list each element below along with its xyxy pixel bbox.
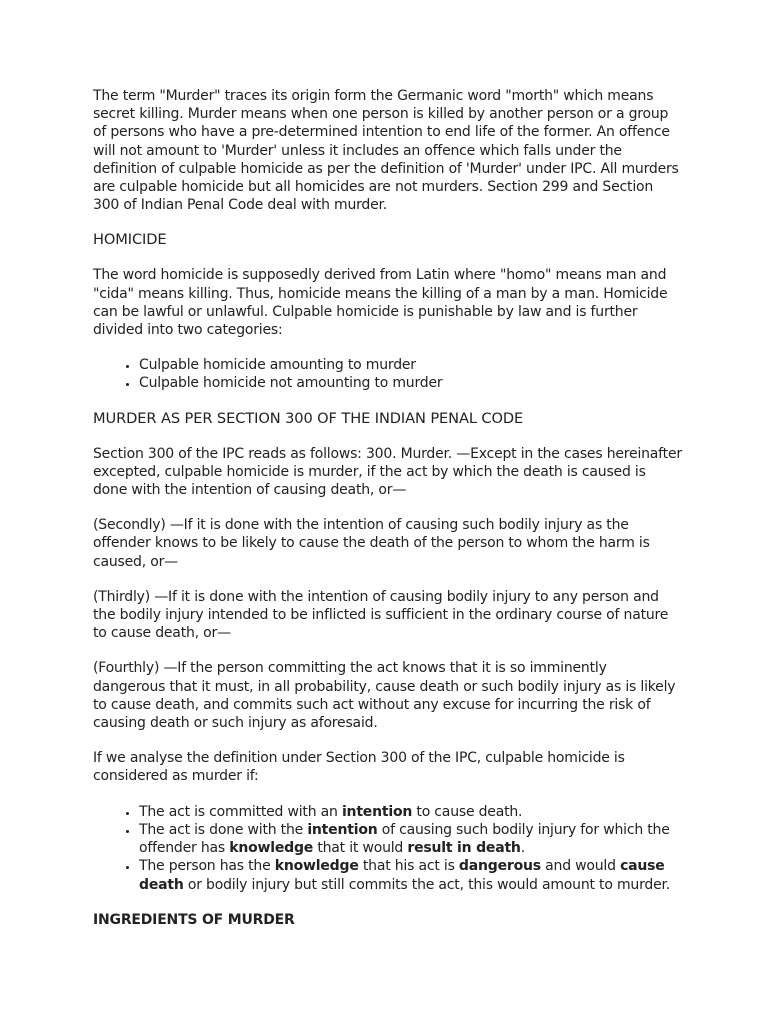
condition-text: that it would	[313, 840, 408, 857]
condition-text: to cause death.	[412, 803, 523, 820]
list-item	[139, 857, 683, 893]
section-300-paragraph-thirdly: (Thirdly) —If it is done with the intention of causing bodily injury to any person and the bodily injury intended to be inflicted is sufficient in the ordinary course of nature to cause death, or—	[93, 588, 669, 642]
condition-emphasis: knowledge	[274, 858, 359, 875]
section-300-paragraph-1: Section 300 of the IPC reads as follows: 300. Murder. —Except in the cases hereinafter excepted, culpable homicide is murder, if the act by which the death is caused is done with the intention of causing death, or—	[93, 445, 682, 499]
condition-text: or bodily injury but still commits the act, this would amount to murder.	[183, 876, 670, 893]
list-item	[139, 821, 683, 857]
ingredients-heading: INGREDIENTS OF MURDER	[93, 911, 295, 928]
condition-text: of causing such bodily injury for which the offender has	[139, 821, 670, 857]
section-300-paragraph-secondly: (Secondly) —If it is done with the intention of causing such bodily injury as the offender knows to be likely to cause the death of the person to whom the harm is caused, or—	[93, 517, 650, 570]
condition-emphasis: knowledge	[229, 840, 314, 857]
analysis-paragraph: If we analyse the definition under Section 300 of the IPC, culpable homicide is considered as murder if:	[93, 750, 625, 785]
intro-paragraph: The term "Murder" traces its origin form the Germanic word "morth" which means secret killing. Murder means when one person is killed by another person or a group of persons who have a pre-determined intention to end life of the former. An offence will not amount to 'Murder' unless it includes an offence which falls under the definition of culpable homicide as per the definition of 'Murder' under IPC. All murders are culpable homicide but all homicides are not murders. Section 299 and Section 300 of Indian Penal Code deal with murder.	[93, 88, 679, 214]
condition-text: .	[520, 840, 525, 857]
condition-emphasis: cause death	[139, 858, 665, 893]
section-300-paragraph-fourthly: (Fourthly) —If the person committing the act knows that it is so imminently dangerous that it must, in all probability, cause death or such bodily injury as is likely to cause death, and commits such act without any excuse for incurring the risk of causing death or such injury as aforesaid.	[93, 660, 676, 732]
condition-text: The act is committed with an	[139, 803, 342, 820]
condition-text: The act is done with the	[139, 821, 308, 838]
condition-text: and would	[540, 858, 621, 875]
murder-conditions-list	[93, 803, 683, 894]
condition-emphasis: dangerous	[458, 858, 541, 875]
list-item: • Culpable homicide not amounting to murder	[139, 374, 683, 392]
condition-text: that his act is	[358, 858, 459, 875]
list-item: • Culpable homicide amounting to murder	[139, 356, 683, 374]
document-page	[93, 87, 683, 929]
condition-emphasis: result in death	[407, 840, 521, 857]
homicide-paragraph: The word homicide is supposedly derived from Latin where "homo" means man and "cida" means killing. Thus, homicide means the killing of a man by a man. Homicide can be lawful or unlawful. Culpable homicide is punishable by law and is further divided into two categories:	[93, 267, 668, 339]
condition-text: The person has the	[139, 858, 275, 875]
section-300-heading: MURDER AS PER SECTION 300 OF THE INDIAN PENAL CODE	[93, 409, 524, 427]
homicide-categories-list	[93, 356, 683, 392]
condition-emphasis: intention	[341, 803, 413, 820]
homicide-heading: HOMICIDE	[93, 231, 167, 249]
condition-emphasis: intention	[307, 821, 378, 838]
list-item	[139, 803, 683, 821]
